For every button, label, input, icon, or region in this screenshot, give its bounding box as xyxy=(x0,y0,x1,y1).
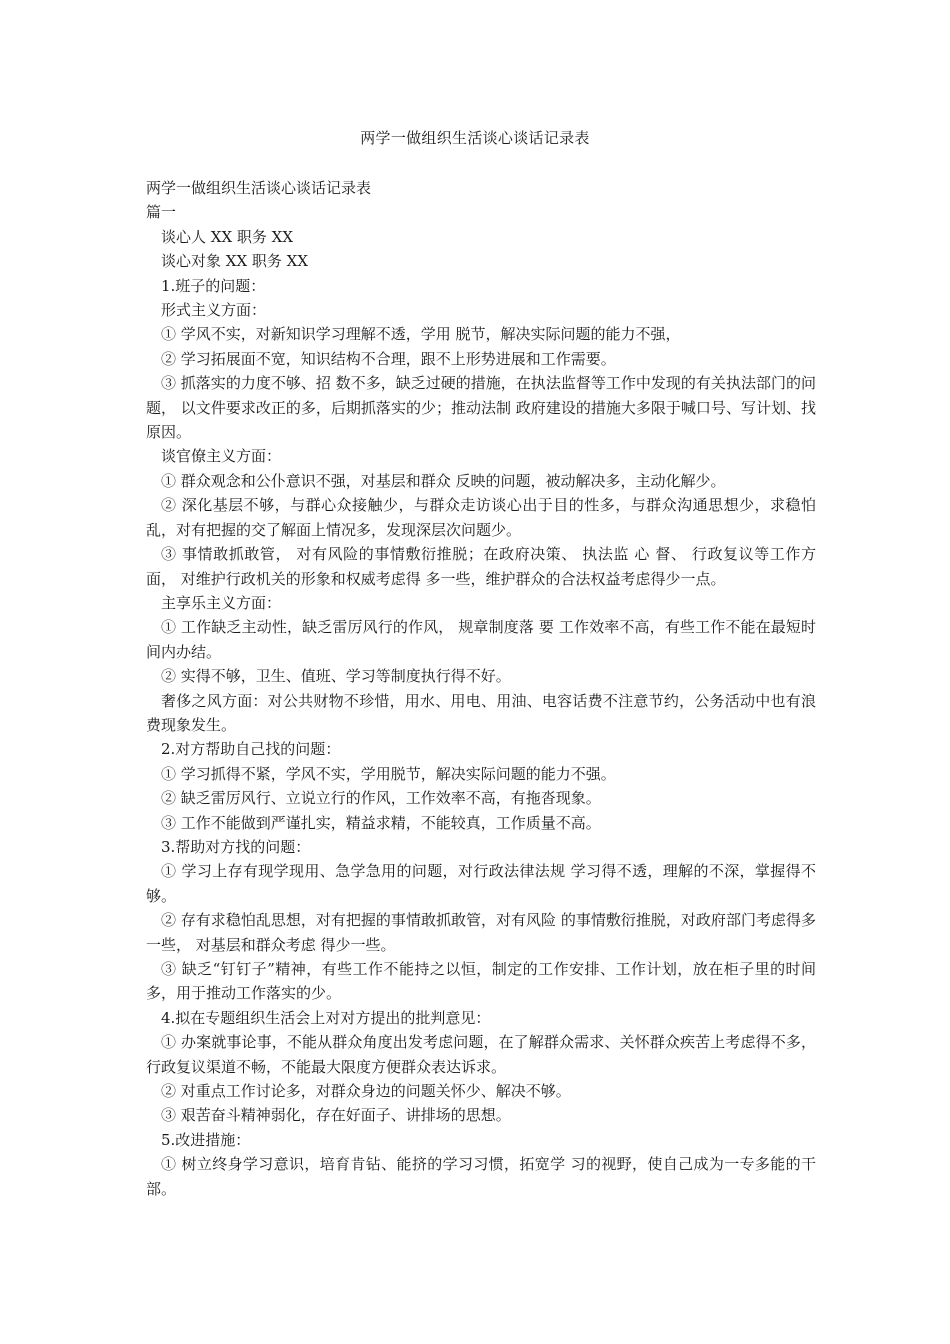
subsection-heading: 形式主义方面： xyxy=(161,301,267,320)
list-item: ③ 抓落实的力度不够、招 数不多，缺乏过硬的措施，在执法监督等工作中发现的有关执法部门的问题， 以文件要求改正的多，后期抓落实的少；推动法制 政府建设的措施大多限于喊口号、写计划、找原因。 xyxy=(146,374,816,442)
subsection-heading: 谈官僚主义方面： xyxy=(161,447,282,466)
list-item: ② 存有求稳怕乱思想，对有把握的事情敢抓敢管，对有风险 的事情敷衍推脱，对政府部门考虑得多一些， 对基层和群众考虑 得少一些。 xyxy=(146,911,816,954)
section-heading: 5.改进措施： xyxy=(161,1130,251,1149)
document-title: 两学一做组织生活谈心谈话记录表 xyxy=(360,129,590,147)
list-item: ② 学习拓展面不宽，知识结构不合理，跟不上形势进展和工作需要。 xyxy=(161,349,616,368)
list-item: ② 对重点工作讨论多，对群众身边的问题关怀少、解决不够。 xyxy=(161,1082,571,1101)
speaker-line: 谈心人 XX 职务 XX xyxy=(161,227,294,246)
list-item: ③ 缺乏“钉钉子”精神，有些工作不能持之以恒，制定的工作安排、工作计划，放在柜子里的时间多，用于推动工作落实的少。 xyxy=(146,960,816,1003)
list-item: ① 群众观念和公仆意识不强，对基层和群众 反映的问题，被动解决多，主动化解少。 xyxy=(161,471,726,490)
section-heading: 2.对方帮助自己找的问题： xyxy=(161,740,341,759)
subsection-paragraph: 奢侈之风方面：对公共财物不珍惜，用水、用电、用油、电容话费不注意节约，公务活动中也有浪费现象发生。 xyxy=(146,691,816,734)
list-item: ① 办案就事论事，不能从群众角度出发考虑问题，在了解群众需求、关怀群众疾苦上考虑得不多，行政复议渠道不畅，不能最大限度方便群众表达诉求。 xyxy=(146,1033,816,1076)
list-item: ① 学习上存有现学现用、急学急用的问题，对行政法律法规 学习得不透，理解的不深，掌握得不够。 xyxy=(146,862,816,905)
section-heading: 4.拟在专题组织生活会上对对方提出的批判意见： xyxy=(161,1008,491,1027)
list-item: ① 学风不实，对新知识学习理解不透，学用 脱节，解决实际问题的能力不强， xyxy=(161,325,681,344)
list-item: ② 实得不够，卫生、值班、学习等制度执行得不好。 xyxy=(161,667,511,686)
body-heading: 两学一做组织生活谈心谈话记录表 xyxy=(146,179,372,197)
list-item: ③ 艰苦奋斗精神弱化，存在好面子、讲排场的思想。 xyxy=(161,1106,511,1125)
section-heading: 1.班子的问题： xyxy=(161,276,266,295)
section-label: 篇一 xyxy=(146,203,177,222)
document-body xyxy=(146,176,816,1201)
list-item: ① 学习抓得不紧，学风不实，学用脱节，解决实际问题的能力不强。 xyxy=(161,764,616,783)
list-item: ③ 事情敢抓敢管， 对有风险的事情敷衍推脱；在政府决策、 执法监 心 督、 行政复议等工作方面， 对维护行政机关的形象和权威考虑得 多一些，维护群众的合法权益考虑得少一点。 xyxy=(146,545,816,588)
listener-line: 谈心对象 XX 职务 XX xyxy=(161,252,309,271)
list-item: ① 工作缺乏主动性，缺乏雷厉风行的作风， 规章制度落 要 工作效率不高，有些工作不能在最短时间内办结。 xyxy=(146,618,816,661)
list-item: ① 树立终身学习意识，培育肯钻、能挤的学习习惯，拓宽学 习的视野，使自己成为一专多能的干部。 xyxy=(146,1155,816,1198)
list-item: ② 深化基层不够，与群心众接触少，与群众走访谈心出于目的性多，与群众沟通思想少，求稳怕乱，对有把握的交了解面上情况多，发现深层次问题少。 xyxy=(146,496,816,539)
subsection-heading: 主享乐主义方面： xyxy=(161,593,282,612)
section-heading: 3.帮助对方找的问题： xyxy=(161,837,311,856)
list-item: ③ 工作不能做到严谨扎实，精益求精，不能较真，工作质量不高。 xyxy=(161,813,601,832)
list-item: ② 缺乏雷厉风行、立说立行的作风，工作效率不高，有拖沓现象。 xyxy=(161,789,601,808)
